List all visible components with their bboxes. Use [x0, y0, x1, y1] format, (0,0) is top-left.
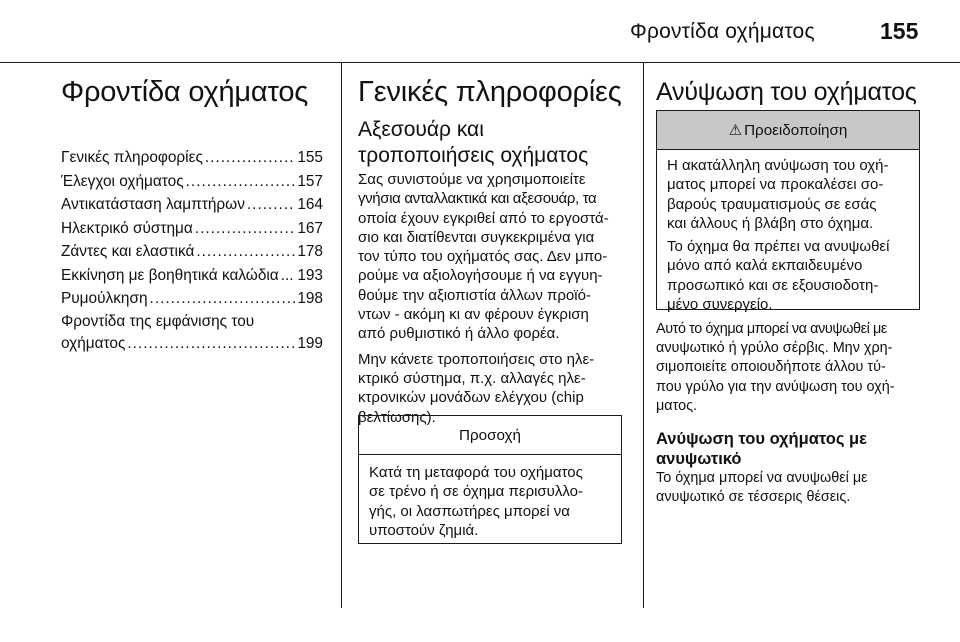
caution-text: Κατά τη μεταφορά του οχήματος σε τρένο ή σε όχημα περισυλλο- γής, οι λασπωτήρες μπορεί να υποστούν ζημιά.	[369, 464, 583, 539]
toc-leader	[205, 149, 295, 167]
toc-entry[interactable]	[61, 170, 323, 191]
toc-label-continued: οχήματος	[61, 334, 126, 352]
toc-label: Γενικές πληροφορίες	[61, 149, 203, 166]
toc-label: Έλεγχοι οχήματος	[61, 172, 184, 190]
warning-text-1: Η ακατάλληλη ανύψωση του οχή- ματος μπορεί να προκαλέσει σο- βαρούς τραυματισμούς σε εσάς και άλλους ή βλάβη στο όχημα.	[667, 157, 889, 232]
caution-box	[358, 415, 622, 544]
column-divider-1	[341, 62, 342, 608]
toc-entry[interactable]	[61, 146, 323, 167]
section-title: Γενικές πληροφορίες	[358, 76, 622, 108]
toc-leader	[281, 267, 296, 285]
warning-box	[656, 110, 920, 314]
subsection-title: Αξεσουάρ και τροποποιήσεις οχήματος	[358, 118, 589, 167]
toc-label: Εκκίνηση με βοηθητικά καλώδια	[61, 266, 279, 284]
column-divider-2	[643, 62, 644, 608]
page-number: 155	[880, 18, 919, 44]
warning-title: Προειδοποίηση	[744, 121, 848, 139]
paragraph-lift-points: Το όχημα μπορεί να ανυψωθεί με ανυψωτικό σε τέσσερις θέσεις.	[656, 470, 868, 506]
paragraph-modifications: Μην κάνετε τροποποιήσεις στο ηλε- κτρικό σύστημα, π.χ. αλλαγές ηλε- κτρονικών μονάδων ελέγχου (chip βελτίωσης).	[358, 350, 595, 426]
toc-page: 157	[297, 172, 323, 190]
warning-triangle-icon: ⚠	[728, 122, 743, 139]
toc-leader	[150, 290, 296, 308]
paragraph-accessories: Σας συνιστούμε να χρησιμοποιείτε γνήσια ανταλλακτικά και αξεσουάρ, τα οποία έχουν εγκριθεί από το εργοστά- σιο και διατίθενται συγκεκριμένα για τον τύπο του οχήματός σας. Δεν μπο- ρούμε να αξιολογήσουμε ή να εγγυη- θούμε την αξιοπιστία άλλων προϊό- ντων - ακόμη κι αν φέρουν έγκριση από ρυθμιστικό ή άλλο φορέα.	[358, 171, 609, 343]
toc-entry[interactable]	[61, 240, 323, 261]
toc-leader	[247, 196, 295, 214]
header-rule	[0, 62, 960, 63]
toc-label: Φροντίδα της εμφάνισης του	[61, 312, 255, 330]
toc-entry[interactable]	[61, 311, 323, 353]
warning-header	[657, 111, 919, 150]
toc-page: 164	[297, 196, 323, 213]
paragraph-lifting: Αυτό το όχημα μπορεί να ανυψωθεί με ανυψωτικό ή γρύλο σέρβις. Μην χρη- σιμοποιείτε οποιουδήποτε άλλου τύ- που γρύλο για την ανύψωση του οχή- ματος.	[656, 321, 895, 414]
toc-page: 199	[297, 334, 323, 352]
toc-leader	[127, 335, 295, 353]
toc-label: Ρυμούλκηση	[61, 290, 148, 307]
toc-page: 178	[297, 243, 323, 260]
toc-leader	[196, 243, 295, 261]
caution-title: Προσοχή	[359, 416, 621, 455]
warning-text-2: Το όχημα θα πρέπει να ανυψωθεί μόνο από καλά εκπαιδευμένο προσωπικό και σε εξουσιοδοτη- μένο συνεργείο.	[667, 238, 890, 314]
toc-entry[interactable]	[61, 264, 323, 285]
toc-leader	[195, 220, 296, 238]
subsection-title: Ανύψωση του οχήματος με ανυψωτικό	[656, 430, 867, 469]
table-of-contents	[61, 146, 323, 355]
toc-page: 155	[297, 149, 323, 166]
running-header	[0, 0, 960, 62]
toc-page: 198	[297, 290, 323, 307]
running-title: Φροντίδα οχήματος	[630, 20, 815, 43]
toc-page: 167	[297, 219, 323, 237]
toc-entry[interactable]	[61, 193, 323, 214]
toc-label: Ηλεκτρικό σύστημα	[61, 219, 193, 237]
toc-label: Ζάντες και ελαστικά	[61, 243, 195, 260]
toc-entry[interactable]	[61, 287, 323, 308]
toc-entry[interactable]	[61, 217, 323, 238]
toc-page: 193	[297, 266, 323, 284]
section-title: Ανύψωση του οχήματος	[656, 78, 917, 106]
chapter-title: Φροντίδα οχήματος	[61, 76, 309, 108]
toc-leader	[186, 173, 296, 191]
toc-label: Αντικατάσταση λαμπτήρων	[61, 196, 245, 213]
